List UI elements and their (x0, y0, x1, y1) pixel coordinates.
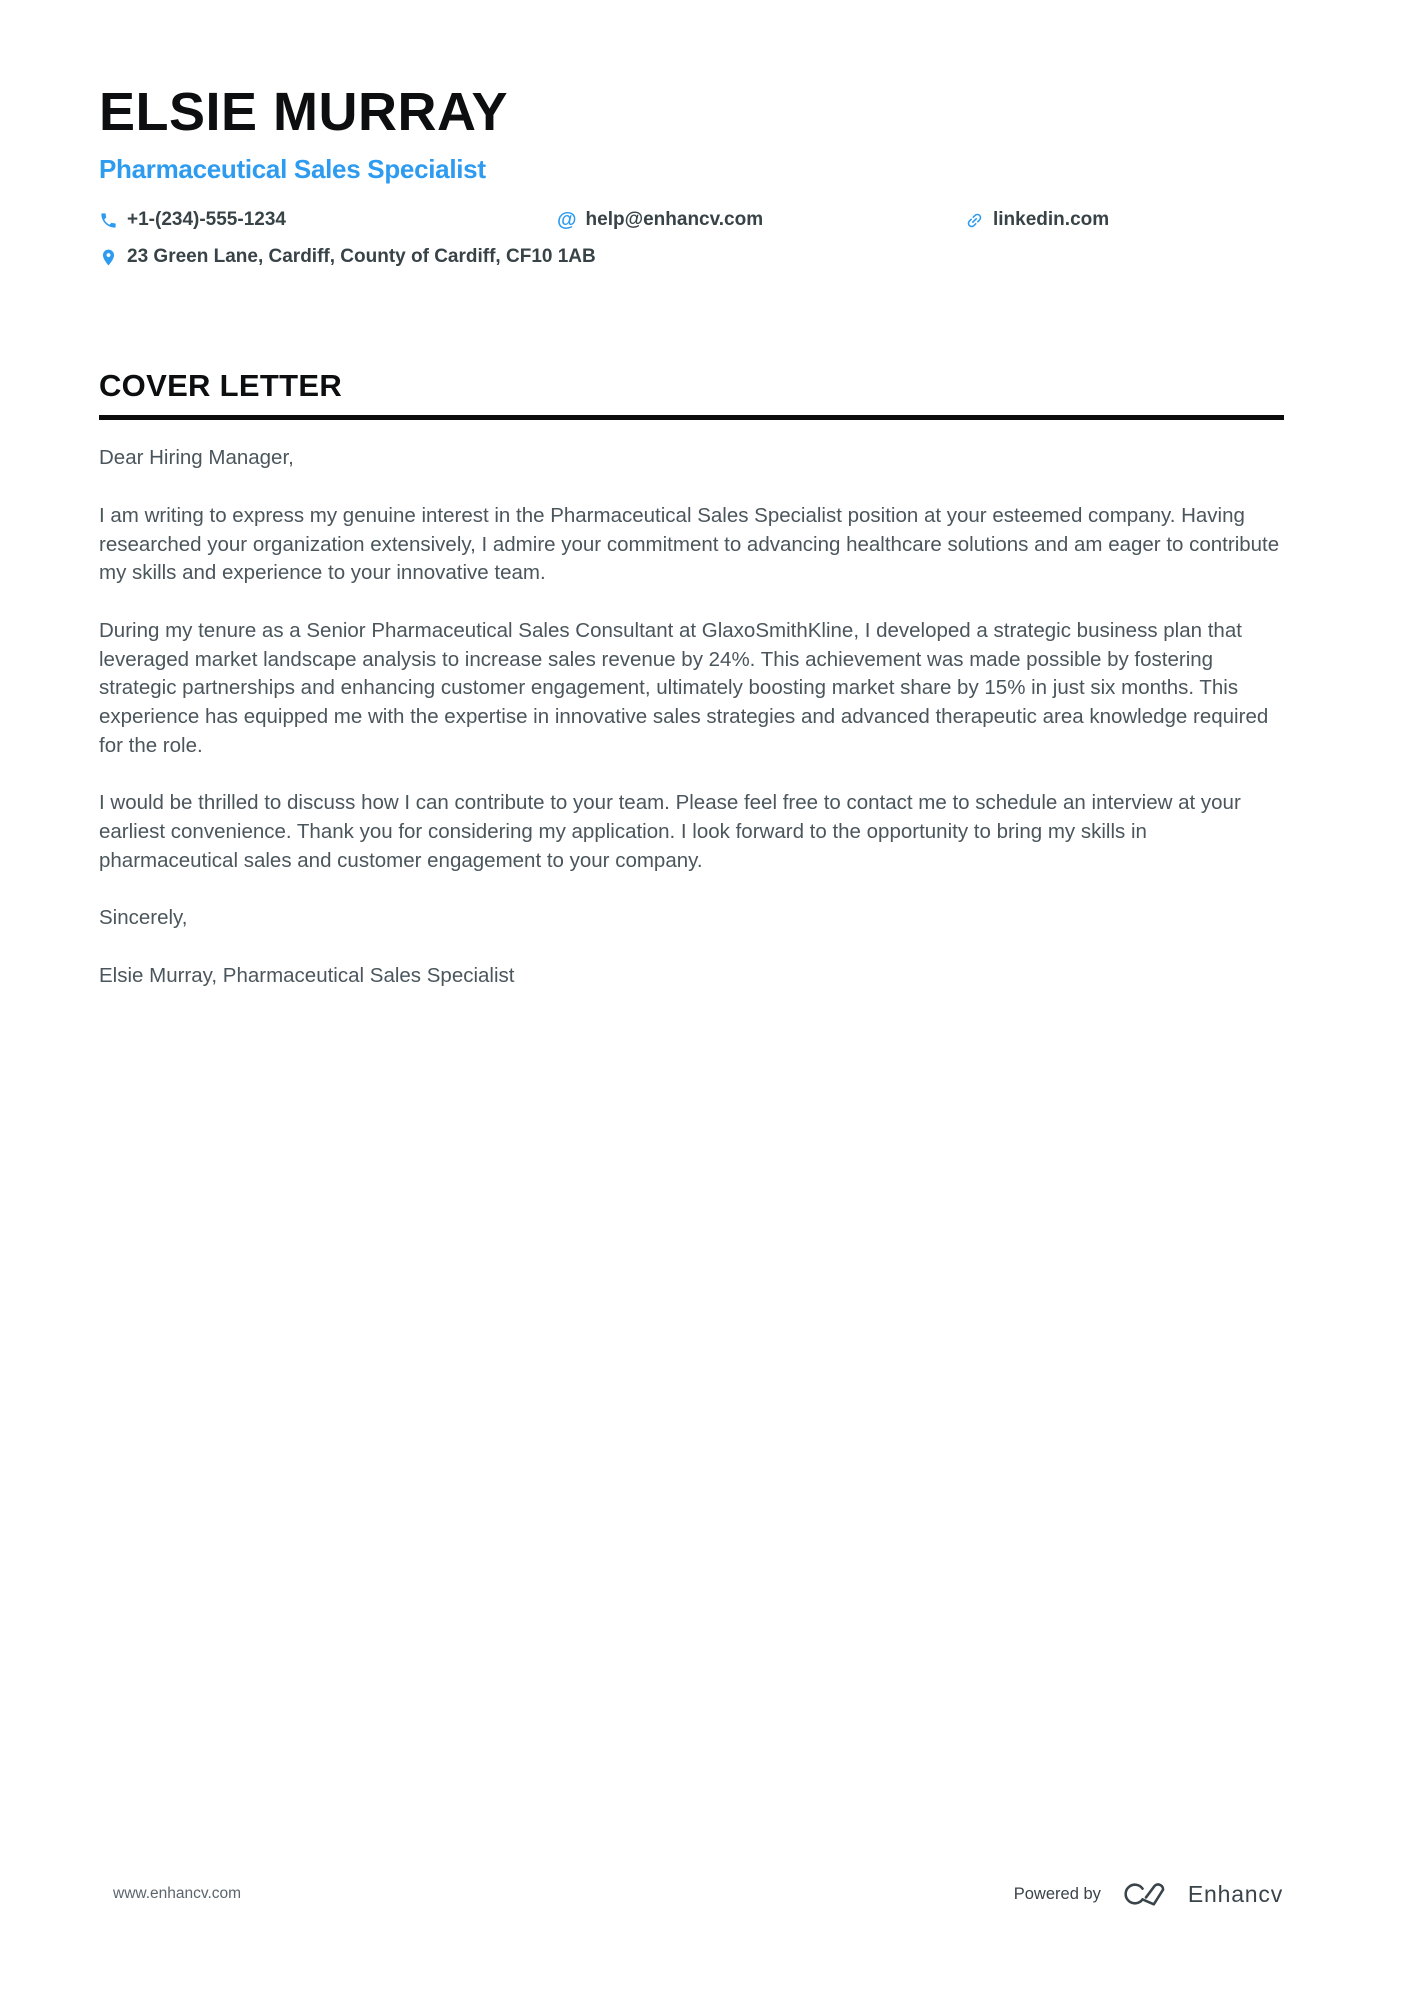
document-header (99, 0, 1284, 268)
powered-by-label: Powered by (1013, 1884, 1101, 1903)
brand-block (1014, 1879, 1283, 1909)
phone-number: +1-(234)-555-1234 (127, 209, 286, 231)
email-contact[interactable] (557, 209, 965, 231)
letter-paragraph: I am writing to express my genuine interest in the Pharmaceutical Sales Specialist position at your esteemed company. Having researched your organization extensively, I admire your commitment to advancing healthcare solutions and am eager to contribute my skills and experience to your innovative team. (99, 503, 1280, 585)
link-icon (965, 211, 984, 230)
letter-paragraph: During my tenure as a Senior Pharmaceutical Sales Consultant at GlaxoSmithKline, I developed a strategic business plan that leveraged market landscape analysis to increase sales revenue by 24%. This achievement was made possible by fostering strategic partnerships and enhancing customer engagement, ultimately boosting market share by 15% in just six months. This experience has equipped me with the expertise in innovative sales strategies and advanced therapeutic area knowledge required for the role. (99, 618, 1269, 757)
cover-letter-section (99, 368, 1284, 420)
closing: Sincerely, (99, 906, 188, 930)
phone-icon (99, 211, 118, 230)
linkedin-contact[interactable] (965, 209, 1284, 231)
section-title: COVER LETTER (99, 368, 1284, 420)
brand-name[interactable]: Enhancv (1187, 1880, 1283, 1907)
contact-row-secondary (99, 246, 1284, 268)
salutation: Dear Hiring Manager, (99, 446, 294, 470)
map-pin-icon (99, 248, 118, 267)
contact-row-primary (99, 209, 1284, 231)
letter-body (99, 444, 1284, 991)
letter-paragraph: I would be thrilled to discuss how I can contribute to your team. Please feel free to contact me to schedule an interview at your earliest convenience. Thank you for considering my application. I look forward to the opportunity to bring my skills in pharmaceutical sales and customer engagement to your company. (99, 791, 1241, 872)
phone-contact (99, 209, 557, 231)
linkedin-url: linkedin.com (993, 209, 1110, 231)
website-link[interactable]: www.enhancv.com (113, 1885, 242, 1902)
job-title: Pharmaceutical Sales Specialist (99, 154, 486, 185)
address-text: 23 Green Lane, Cardiff, County of Cardiff, CF10 1AB (127, 246, 596, 268)
at-sign-icon: @ (557, 209, 577, 232)
candidate-name: ELSIE MURRAY (99, 82, 509, 142)
email-address: help@enhancv.com (585, 209, 764, 231)
signature: Elsie Murray, Pharmaceutical Sales Specialist (99, 964, 515, 988)
address-contact (99, 246, 1284, 268)
enhancv-logo-icon[interactable] (1121, 1879, 1168, 1909)
page-footer (113, 1879, 1283, 1909)
